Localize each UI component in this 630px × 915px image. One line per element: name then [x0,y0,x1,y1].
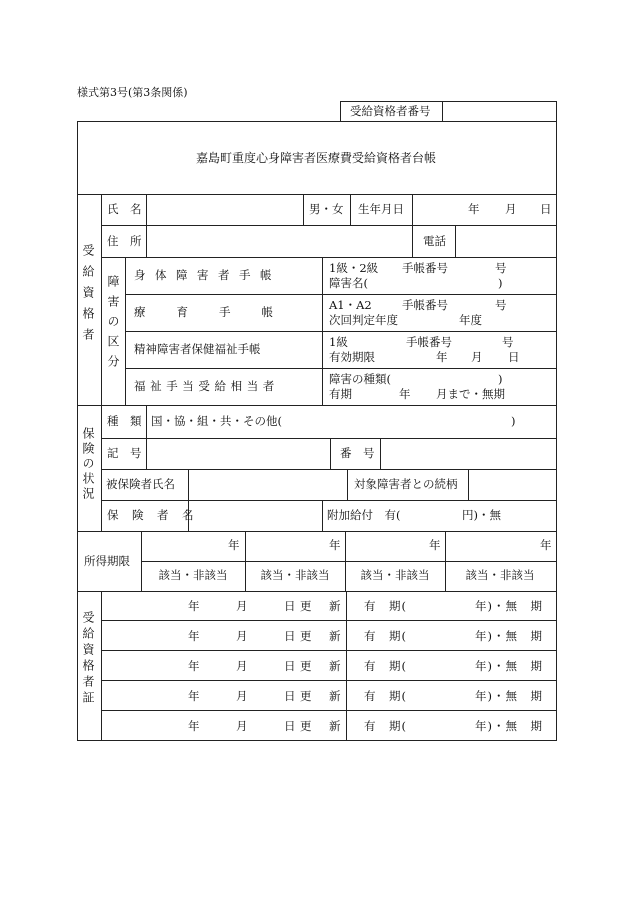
certificate-row-m: 月 [236,599,248,613]
insurance-type-options: 国・協・組・共・その他( [151,414,282,428]
certificate-row-term_end: 年)・無 期 [475,659,543,673]
rehabilitation-label: 療育手帳 [134,305,304,319]
handbook-number-label-physical: 手帳番号 [402,261,448,275]
certificate-row-term_end: 年)・無 期 [475,689,543,703]
certificate-row-term: 有 期( [364,659,407,673]
valid-day-unit: 日 [508,350,520,364]
gender-label: 男・女 [309,202,344,216]
certificate-row-term: 有 期( [364,719,407,733]
number-unit-rehabilitation: 号 [495,298,507,312]
income-status-options: 該当・非該当 [158,568,228,582]
certificate-row-y: 年 [188,629,200,643]
income-year-unit: 年 [228,538,240,552]
relationship-label: 対象障害者との続柄 [354,477,458,491]
number-unit-mental: 号 [502,335,514,349]
disability-type-rehabilitation [134,307,304,319]
certificate-row-y: 年 [188,719,200,733]
insurance-type-label: 種 類 [107,414,142,428]
number-label: 番 号 [340,446,375,460]
valid-year-unit: 年 [436,350,448,364]
evaluation-year-unit: 年度 [459,313,482,327]
additional-benefit-label: 附加給付 有( [327,508,401,522]
certificate-row-term: 有 期( [364,689,407,703]
income-year-unit: 年 [429,538,441,552]
certificate-row-m: 月 [236,689,248,703]
certificate-row-m: 月 [236,629,248,643]
certificate-row-d: 日 [284,599,296,613]
fixed-term-until: 月まで・無期 [436,387,505,401]
birth-month-unit: 月 [505,202,517,216]
income-year-unit: 年 [329,538,341,552]
phone-label: 電話 [423,234,446,248]
disability-type-welfare-allowance: 福祉手当受給相当者 [134,379,279,393]
certificate-row-d: 日 [284,689,296,703]
fixed-term-year-unit: 年 [399,387,411,401]
certificate-row-y: 年 [188,599,200,613]
grade-options-mental: 1級 [329,335,348,349]
insurance-section-label: 保険の状況 [81,427,95,502]
disability-name-label: 障害名( [329,276,368,290]
name-label: 氏 名 [107,202,142,216]
symbol-label: 記 号 [107,446,142,460]
next-evaluation-label: 次回判定年度 [329,313,398,327]
disability-section-label: 障害の区分 [106,275,120,375]
disability-kind-label: 障害の種類( [329,372,391,386]
certificate-row-d: 日 [284,719,296,733]
certificate-row-m: 月 [236,659,248,673]
certificate-row-term: 有 期( [364,599,407,613]
number-unit-physical: 号 [495,261,507,275]
certificate-row-renew: 更 新 [300,629,344,643]
certificate-row-renew: 更 新 [300,659,344,673]
additional-benefit-options: 円)・無 [462,508,501,522]
certificate-row-term: 有 期( [364,629,407,643]
income-status-options: 該当・非該当 [360,568,430,582]
certificate-section-label: 受給資格者証 [81,611,95,707]
grade-options-rehabilitation: A1・A2 [329,298,372,312]
fixed-term-label: 有期 [329,387,352,401]
insurer-name-label: 保 険 者 名 [107,508,195,522]
address-label: 住 所 [107,234,142,248]
income-year-unit: 年 [540,538,552,552]
ledger-title: 嘉島町重度心身障害者医療費受給資格者台帳 [195,151,437,165]
valid-until-label: 有効期限 [329,350,375,364]
certificate-row-y: 年 [188,659,200,673]
insured-name-label: 被保険者氏名 [106,477,175,491]
certificate-row-d: 日 [284,629,296,643]
recipient-number-label: 受給資格者番号 [350,104,431,118]
birthdate-label: 生年月日 [358,202,404,216]
birth-year-unit: 年 [468,202,480,216]
disability-type-mental: 精神障害者保健福祉手帳 [134,342,261,356]
recipient-section-label: 受給資格者 [81,244,95,349]
handbook-number-label-mental: 手帳番号 [406,335,452,349]
certificate-row-m: 月 [236,719,248,733]
disability-kind-close: ) [498,372,503,386]
certificate-row-renew: 更 新 [300,719,344,733]
birth-day-unit: 日 [540,202,552,216]
income-status-options: 該当・非該当 [260,568,330,582]
certificate-row-renew: 更 新 [300,689,344,703]
certificate-row-y: 年 [188,689,200,703]
disability-type-physical: 身体障害者手帳 [134,268,281,282]
valid-month-unit: 月 [471,350,483,364]
disability-name-close: ) [498,276,503,290]
certificate-row-d: 日 [284,659,296,673]
insurance-type-close: ) [511,414,516,428]
certificate-row-renew: 更 新 [300,599,344,613]
income-status-options: 該当・非該当 [465,568,535,582]
certificate-row-term_end: 年)・無 期 [475,599,543,613]
grade-options-physical: 1級・2級 [329,261,379,275]
income-period-label: 所得期限 [84,554,130,568]
handbook-number-label-rehabilitation: 手帳番号 [402,298,448,312]
form-number-label: 様式第3号(第3条関係) [77,86,188,99]
certificate-row-term_end: 年)・無 期 [475,719,543,733]
certificate-row-term_end: 年)・無 期 [475,629,543,643]
